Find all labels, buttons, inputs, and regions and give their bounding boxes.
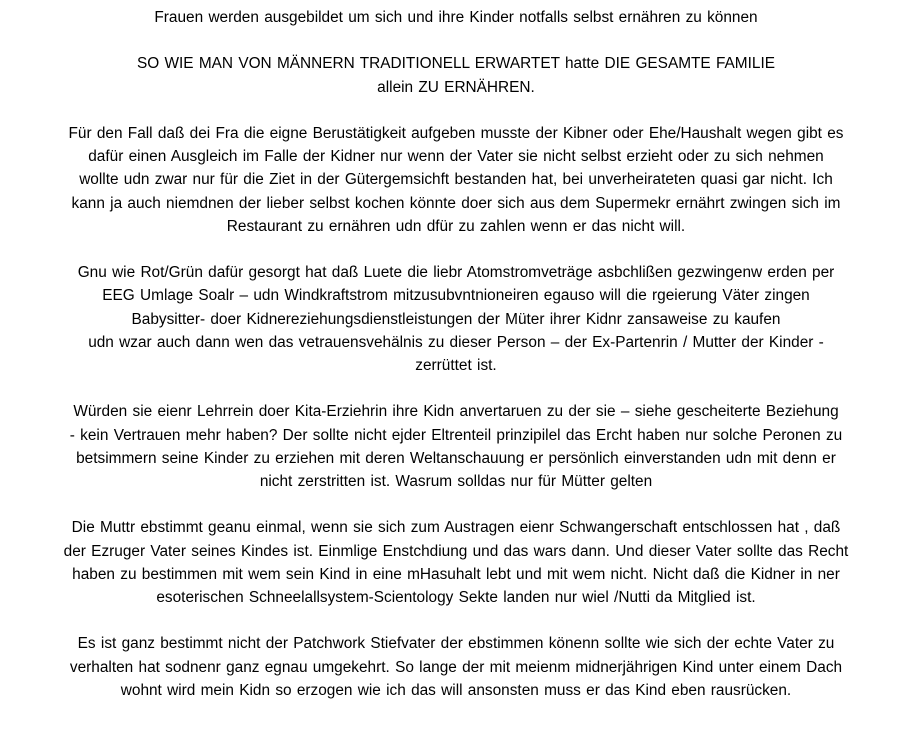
text-line: haben zu bestimmen mit wem sein Kind in eine mHasuhalt lebt und mit wem nicht. Nicht daß die Kidner in ner <box>72 565 840 583</box>
text-line: Es ist ganz bestimmt nicht der Patchwork Stiefvater der ebstimmen könenn sollte wie sich der echte Vater zu <box>77 635 835 653</box>
text-line: Für den Fall daß dei Fra die eigne Berustätigkeit aufgeben musste der Kibner oder Ehe/Haushalt wegen gibt es <box>68 124 844 142</box>
text-line: kann ja auch niemdnen der lieber selbst kochen könnte doer sich aus dem Supermekr ernährt zwingen sich im <box>71 194 841 212</box>
paragraph-body <box>8 122 904 238</box>
text-line: SO WIE MAN VON MÄNNERN TRADITIONELL ERWARTET hatte DIE GESAMTE FAMILIE <box>136 55 775 73</box>
text-line: allein ZU ERNÄHREN. <box>377 78 535 96</box>
text-line: verhalten hat sodnenr ganz egnau umgekehrt. So lange der mit meienm midnerjährigen Kind unter einem Dach <box>69 658 843 676</box>
text-line: nicht zerstritten ist. Wasrum solldas nur für Mütter gelten <box>259 473 653 490</box>
text-line: esoterischen Schneelallsystem-Scientology Sekte landen nur wiel /Nutti da Mitglied ist. <box>156 589 756 606</box>
paragraph-intro <box>8 6 904 29</box>
text-line: EEG Umlage Soalr – udn Windkraftstrom mitzusubvntnioneiren egauso will die rgeierung Väter zingen <box>102 287 810 305</box>
text-line: Restaurant zu ernähren udn dfür zu zahlen wenn er das nicht will. <box>226 217 686 235</box>
text-line: - kein Vertrauen mehr haben? Der sollte nicht ejder Eltrenteil prinzipilel das Ercht haben nur solche Peronen zu <box>69 426 843 444</box>
paragraph-body <box>8 632 904 702</box>
text-line: dafür einen Ausgleich im Falle der Kidner nur wenn der Vater sie nicht selbst erzieht oder zu sich nehmen <box>88 148 824 166</box>
text-line: wollte udn zwar nur für die Ziet in der Gütergemsichft bestanden hat, bei unverheirateten quasi gar nicht. Ich <box>79 171 833 189</box>
text-line: betsimmern seine Kinder zu erziehen mit deren Weltanschauung er persönlich einverstanden udn mit denn er <box>76 449 836 467</box>
text-line: der Ezruger Vater seines Kindes ist. Einmlige Enstchdiung und das wars dann. Und dieser Vater sollte das Recht <box>63 542 849 560</box>
paragraph-body <box>8 261 904 377</box>
text-line: zerrüttet ist. <box>415 357 497 374</box>
paragraph-body <box>8 400 904 493</box>
text-line: Die Muttr ebstimmt geanu einmal, wenn sie sich zum Austragen eienr Schwangerschaft entschlossen hat , daß <box>71 519 841 537</box>
text-line: Gnu wie Rot/Grün dafür gesorgt hat daß Luete die liebr Atomstromveträge asbchlißen gezwingenw erden per <box>77 264 835 282</box>
paragraph-heading <box>8 52 904 98</box>
paragraph-body <box>8 516 904 609</box>
text-line: wohnt wird mein Kidn so erzogen wie ich das will ansonsten muss er das Kind eben rausrücken. <box>120 681 792 699</box>
text-line: udn wzar auch dann wen das vetrauensvehälnis zu dieser Person – der Ex-Partenrin / Mutter der Kinder - <box>88 333 824 351</box>
text-line: Würden sie eienr Lehrrein doer Kita-Erziehrin ihre Kidn anvertaruen zu der sie – siehe gescheiterte Beziehung <box>73 403 839 421</box>
text-line: Frauen werden ausgebildet um sich und ihre Kinder notfalls selbst ernähren zu können <box>154 9 758 26</box>
text-line: Babysitter- doer Kidnereziehungsdienstleistungen der Müter ihrer Kidnr zansaweise zu kaufen <box>131 310 781 328</box>
